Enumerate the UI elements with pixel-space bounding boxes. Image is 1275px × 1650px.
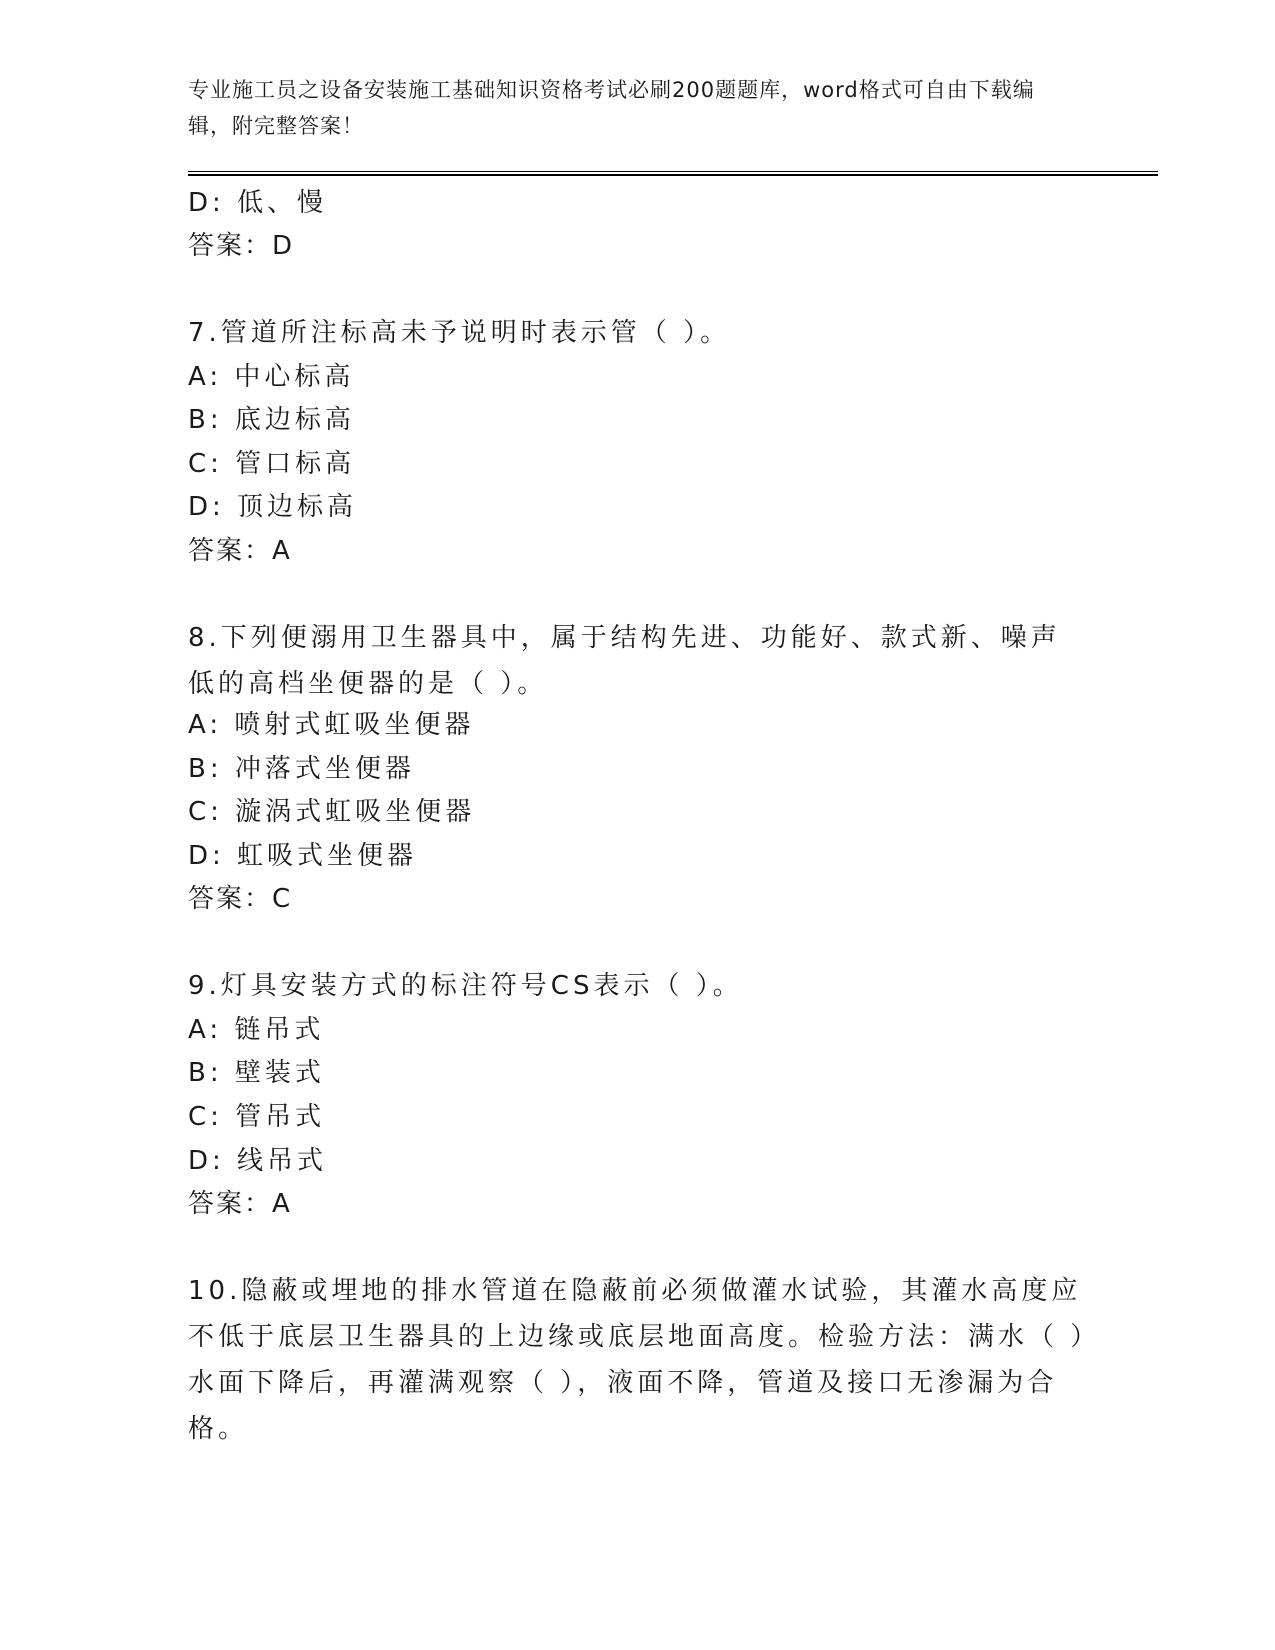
q9-option-a: A: 链吊式 [188,1015,325,1045]
q9-stem: 9.灯具安装方式的标注符号CS表示（ ）。 [188,971,743,1001]
q9-answer: 答案：A [188,1189,292,1219]
prev-answer: 答案：D [188,231,295,261]
q8-answer: 答案：C [188,884,293,914]
q7-option-a: A: 中心标高 [188,362,355,392]
q7-option-d: D: 顶边标高 [188,492,358,522]
q10-stem: 10.隐蔽或埋地的排水管道在隐蔽前必须做灌水试验，其灌水高度应不低于底层卫生器具的上边缘或底层地面高度。检验方法：满水（ ）水面下降后，再灌满观察（ ），液面不降，管道及接口无渗漏为合格。 [188,1276,1088,1444]
q8-option-c: C: 漩涡式虹吸坐便器 [188,797,476,827]
header-divider-thick [188,174,1158,176]
q7-stem: 7.管道所注标高未予说明时表示管（ ）。 [188,318,731,348]
header-divider-thin [188,171,1158,172]
prev-option-d: D: 低、慢 [188,188,328,218]
q8-option-d: D: 虹吸式坐便器 [188,841,418,871]
q8-stem: 8.下列便溺用卫生器具中，属于结构先进、功能好、款式新、噪声低的高档坐便器的是（ ）。 [188,623,1061,699]
q9-option-d: D: 线吊式 [188,1146,328,1176]
q8-option-a: A: 喷射式虹吸坐便器 [188,710,475,740]
document-header: 专业施工员之设备安装施工基础知识资格考试必刷200题题库，word格式可自由下载编辑，附完整答案！ [188,78,1035,138]
q9-option-b: B: 壁装式 [188,1058,325,1088]
q7-answer: 答案：A [188,536,292,566]
q7-option-b: B: 底边标高 [188,405,355,435]
q9-option-c: C: 管吊式 [188,1102,326,1132]
q8-option-b: B: 冲落式坐便器 [188,754,415,784]
q7-option-c: C: 管口标高 [188,449,356,479]
